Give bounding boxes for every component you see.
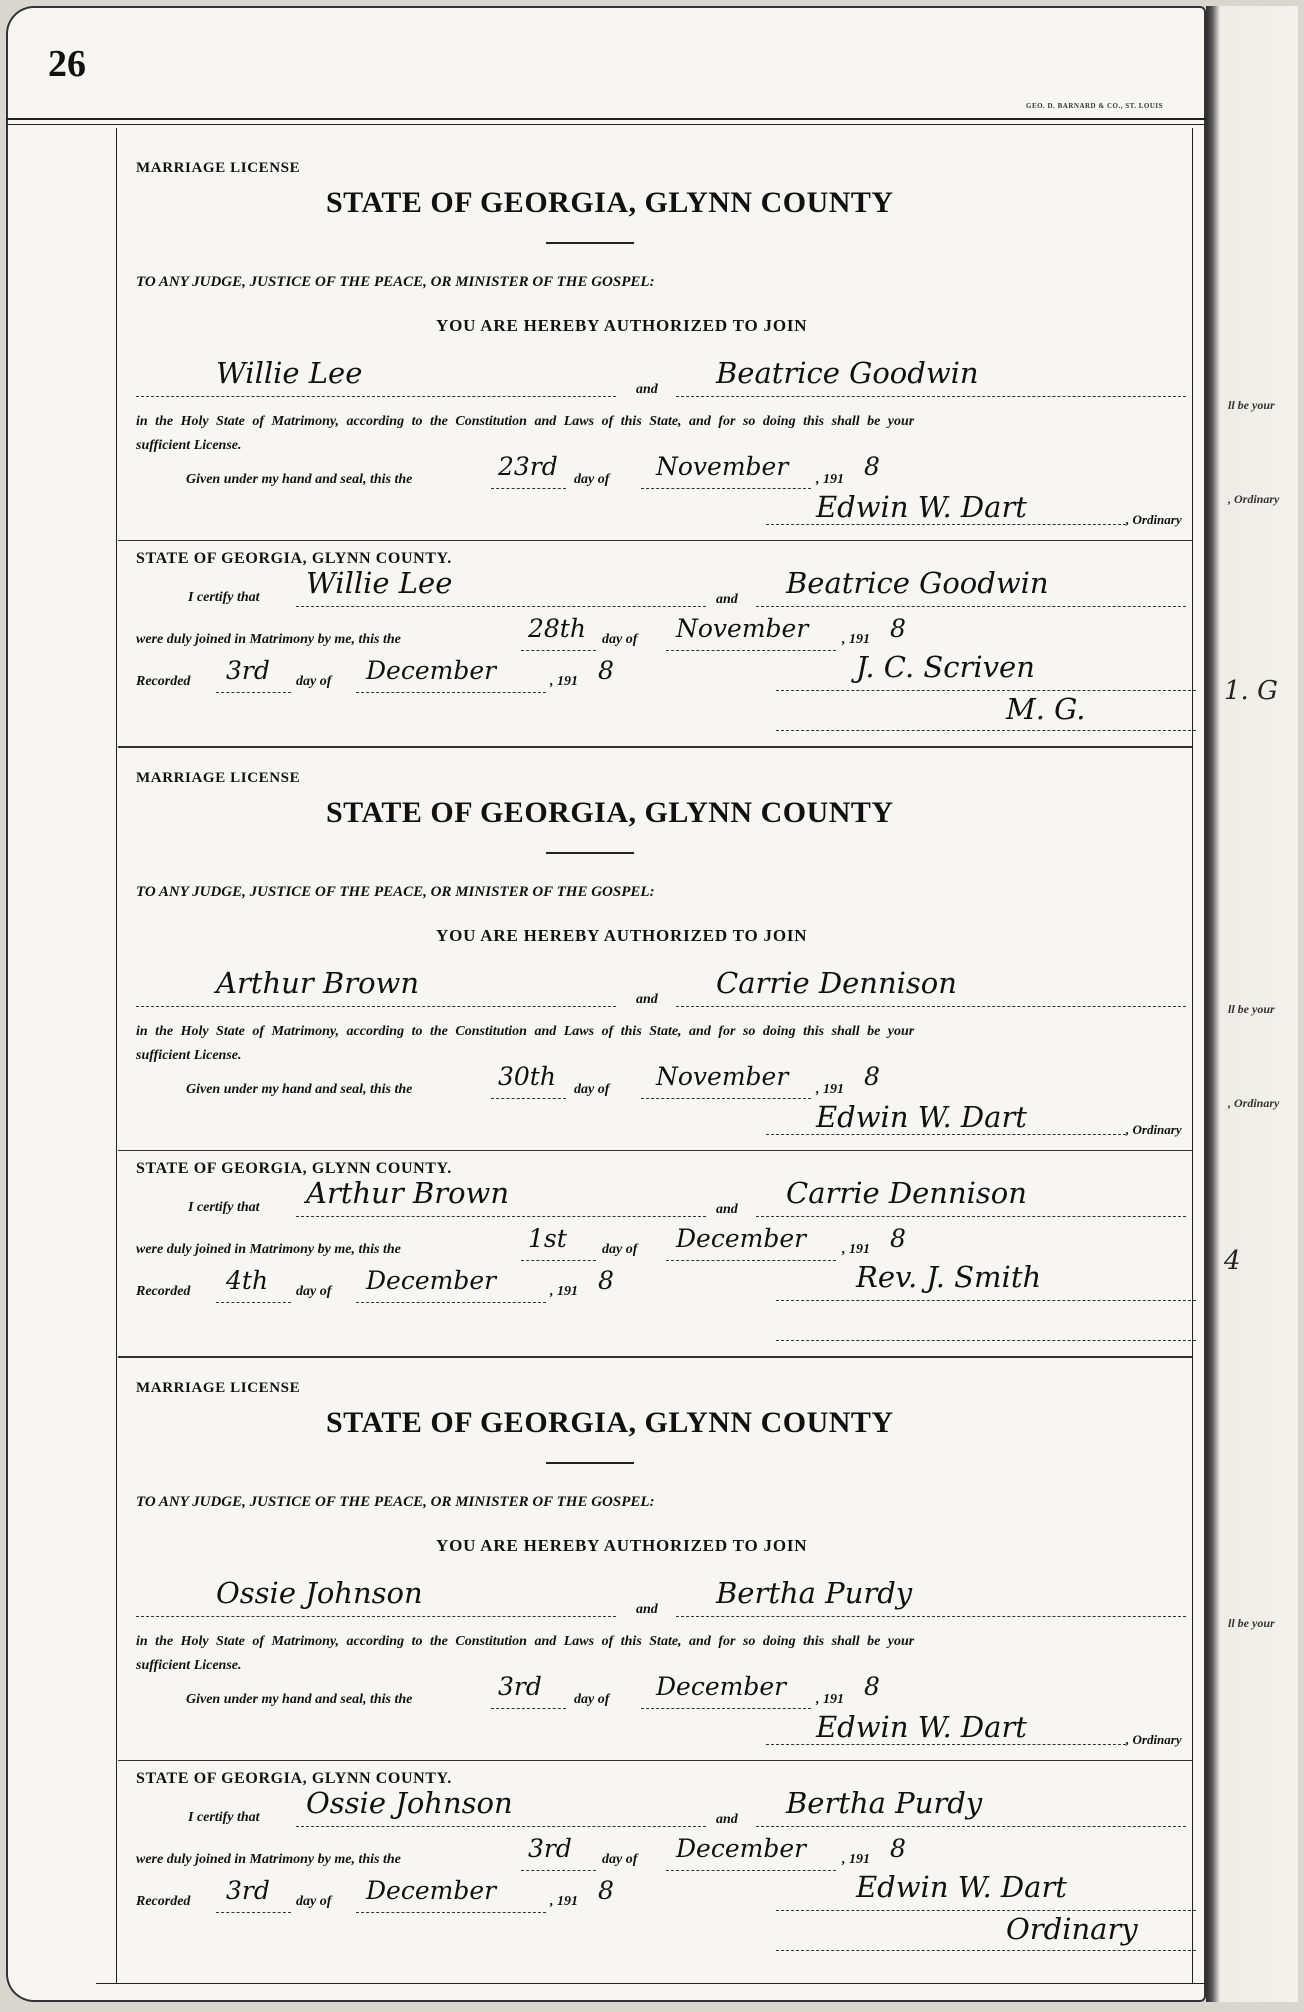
day-of-label: day of: [574, 472, 610, 487]
married-month-line: [666, 1870, 836, 1871]
marriage-license-heading: MARRIAGE LICENSE: [136, 770, 301, 786]
recorded-month: December: [366, 1876, 497, 1905]
ordinary-signature: Edwin W. Dart: [816, 1710, 1027, 1744]
form-title: STATE OF GEORGIA, GLYNN COUNTY: [326, 796, 894, 829]
entry-separator: [118, 1356, 1192, 1358]
bride-name: Carrie Dennison: [716, 966, 957, 1000]
license-day-line: [491, 488, 566, 489]
recorded-day: 4th: [226, 1266, 269, 1295]
officiant-title-line: [776, 1340, 1196, 1341]
officiant-line: [776, 1300, 1196, 1301]
publisher-imprint: GEO. D. BARNARD & CO., ST. LOUIS: [1026, 102, 1164, 110]
holy-state-line: in the Holy State of Matrimony, according to the Constitution and Laws of this State, and for so doing this shall be your: [136, 414, 915, 429]
right-margin-line: [1192, 128, 1193, 1984]
married-day-line: [521, 1870, 596, 1871]
year-prefix: , 191: [816, 1692, 844, 1707]
day-of-label: day of: [602, 1852, 638, 1867]
ordinary-line: [766, 524, 1126, 525]
form-title: STATE OF GEORGIA, GLYNN COUNTY: [326, 186, 894, 219]
license-year: 8: [864, 452, 880, 481]
duly-joined-label: were duly joined in Matrimony by me, this the: [136, 632, 401, 647]
cert-bride: Carrie Dennison: [786, 1176, 1027, 1210]
license-month: November: [656, 452, 789, 481]
cert-bride-line: [756, 1216, 1186, 1217]
year-prefix: , 191: [816, 472, 844, 487]
day-of-label: day of: [602, 1242, 638, 1257]
certify-label: I certify that: [188, 1200, 260, 1215]
day-of-label: day of: [296, 1894, 332, 1909]
license-month-line: [641, 1708, 811, 1709]
to-any-line: TO ANY JUDGE, JUSTICE OF THE PEACE, OR MINISTER OF THE GOSPEL:: [136, 1494, 655, 1510]
entry-separator: [118, 746, 1192, 748]
year-prefix: , 191: [842, 1852, 870, 1867]
officiant-line: [776, 690, 1196, 691]
officiant-title-line: [776, 730, 1196, 731]
cert-groom-line: [296, 1216, 706, 1217]
day-of-label: day of: [574, 1082, 610, 1097]
groom-underline: [136, 396, 616, 397]
given-label: Given under my hand and seal, this the: [186, 1082, 413, 1097]
groom-underline: [136, 1006, 616, 1007]
title-rule: [546, 242, 634, 244]
given-label: Given under my hand and seal, this the: [186, 472, 413, 487]
section-separator: [118, 540, 1192, 541]
recorded-month-line: [356, 1912, 546, 1913]
recorded-label: Recorded: [136, 674, 191, 689]
bride-underline: [676, 1006, 1186, 1007]
holy-state-line: in the Holy State of Matrimony, according to the Constitution and Laws of this State, and for so doing this shall be your: [136, 1634, 915, 1649]
married-year: 8: [890, 614, 906, 643]
duly-joined-label: were duly joined in Matrimony by me, this the: [136, 1242, 401, 1257]
edge-handwriting: 4: [1224, 1246, 1241, 1276]
title-rule: [546, 852, 634, 854]
recorded-label: Recorded: [136, 1894, 191, 1909]
license-day-line: [491, 1098, 566, 1099]
section-separator: [118, 1760, 1192, 1761]
married-year: 8: [890, 1834, 906, 1863]
bottom-rule: [96, 1983, 1206, 1984]
sufficient-line: sufficient License.: [136, 1658, 242, 1673]
license-day-line: [491, 1708, 566, 1709]
recorded-month-line: [356, 1302, 546, 1303]
authorized-line: YOU ARE HEREBY AUTHORIZED TO JOIN: [436, 316, 808, 335]
married-day-line: [521, 650, 596, 651]
officiant-signature: Edwin W. Dart: [856, 1870, 1067, 1904]
certificate-heading: STATE OF GEORGIA, GLYNN COUNTY.: [136, 550, 452, 567]
married-month: November: [676, 614, 809, 643]
day-of-label: day of: [296, 1284, 332, 1299]
holy-state-line: in the Holy State of Matrimony, according to the Constitution and Laws of this State, and for so doing this shall be your: [136, 1024, 915, 1039]
license-day: 3rd: [498, 1672, 542, 1701]
year-prefix: , 191: [842, 632, 870, 647]
recorded-day: 3rd: [226, 656, 270, 685]
certify-label: I certify that: [188, 590, 260, 605]
year-prefix: , 191: [842, 1242, 870, 1257]
recorded-month: December: [366, 1266, 497, 1295]
recorded-year: 8: [598, 1266, 614, 1295]
officiant-signature: Rev. J. Smith: [856, 1260, 1042, 1294]
section-separator: [118, 1150, 1192, 1151]
recorded-day: 3rd: [226, 1876, 270, 1905]
recorded-label: Recorded: [136, 1284, 191, 1299]
recorded-day-line: [216, 1912, 291, 1913]
and-label: and: [636, 1602, 658, 1617]
ledger-page: [6, 6, 1206, 2002]
groom-name: Willie Lee: [216, 356, 363, 390]
license-month-line: [641, 488, 811, 489]
certify-label: I certify that: [188, 1810, 260, 1825]
bride-name: Beatrice Goodwin: [716, 356, 979, 390]
year-prefix: , 191: [550, 674, 578, 689]
page-number: 26: [48, 43, 86, 85]
duly-joined-label: were duly joined in Matrimony by me, this the: [136, 1852, 401, 1867]
recorded-month: December: [366, 656, 497, 685]
cert-groom-line: [296, 1826, 706, 1827]
year-prefix: , 191: [550, 1284, 578, 1299]
edge-text: ll be your: [1228, 1002, 1275, 1016]
sufficient-line: sufficient License.: [136, 438, 242, 453]
officiant-line: [776, 1910, 1196, 1911]
year-prefix: , 191: [816, 1082, 844, 1097]
married-month-line: [666, 1260, 836, 1261]
ordinary-label: , Ordinary: [1126, 512, 1182, 527]
edge-text: , Ordinary: [1228, 492, 1280, 506]
married-day-line: [521, 1260, 596, 1261]
title-rule: [546, 1462, 634, 1464]
edge-handwriting: 1. G: [1224, 676, 1278, 706]
license-month-line: [641, 1098, 811, 1099]
bride-name: Bertha Purdy: [716, 1576, 913, 1610]
given-label: Given under my hand and seal, this the: [186, 1692, 413, 1707]
form-title: STATE OF GEORGIA, GLYNN COUNTY: [326, 1406, 894, 1439]
cert-bride: Beatrice Goodwin: [786, 566, 1049, 600]
left-margin-line: [116, 128, 117, 1984]
cert-groom: Arthur Brown: [306, 1176, 510, 1210]
marriage-license-heading: MARRIAGE LICENSE: [136, 160, 301, 176]
license-month: November: [656, 1062, 789, 1091]
recorded-year: 8: [598, 1876, 614, 1905]
married-year: 8: [890, 1224, 906, 1253]
and-label: and: [716, 1812, 738, 1827]
ordinary-signature: Edwin W. Dart: [816, 1100, 1027, 1134]
license-day: 23rd: [498, 452, 558, 481]
license-year: 8: [864, 1672, 880, 1701]
to-any-line: TO ANY JUDGE, JUSTICE OF THE PEACE, OR MINISTER OF THE GOSPEL:: [136, 274, 655, 290]
married-month-line: [666, 650, 836, 651]
married-day: 1st: [528, 1224, 567, 1253]
bride-underline: [676, 396, 1186, 397]
marriage-license-heading: MARRIAGE LICENSE: [136, 1380, 301, 1396]
authorized-line: YOU ARE HEREBY AUTHORIZED TO JOIN: [436, 1536, 808, 1555]
recorded-month-line: [356, 692, 546, 693]
officiant-signature: J. C. Scriven: [856, 650, 1035, 684]
groom-underline: [136, 1616, 616, 1617]
officiant-title: Ordinary: [1006, 1912, 1138, 1946]
cert-groom: Willie Lee: [306, 566, 453, 600]
officiant-title-line: [776, 1950, 1196, 1951]
certificate-heading: STATE OF GEORGIA, GLYNN COUNTY.: [136, 1160, 452, 1177]
day-of-label: day of: [602, 632, 638, 647]
and-label: and: [716, 592, 738, 607]
recorded-day-line: [216, 1302, 291, 1303]
top-rule-thin: [6, 124, 1206, 125]
and-label: and: [636, 992, 658, 1007]
license-month: December: [656, 1672, 787, 1701]
officiant-title: M. G.: [1006, 692, 1086, 726]
ordinary-line: [766, 1134, 1126, 1135]
and-label: and: [636, 382, 658, 397]
sufficient-line: sufficient License.: [136, 1048, 242, 1063]
bride-underline: [676, 1616, 1186, 1617]
to-any-line: TO ANY JUDGE, JUSTICE OF THE PEACE, OR MINISTER OF THE GOSPEL:: [136, 884, 655, 900]
cert-bride: Bertha Purdy: [786, 1786, 983, 1820]
edge-text: ll be your: [1228, 1616, 1275, 1630]
cert-groom-line: [296, 606, 706, 607]
top-rule: [6, 118, 1206, 120]
edge-text: ll be your: [1228, 398, 1275, 412]
groom-name: Arthur Brown: [216, 966, 420, 1000]
ordinary-label: , Ordinary: [1126, 1732, 1182, 1747]
ordinary-label: , Ordinary: [1126, 1122, 1182, 1137]
next-page-edge: [1206, 6, 1298, 2002]
married-month: December: [676, 1224, 807, 1253]
ordinary-signature: Edwin W. Dart: [816, 490, 1027, 524]
license-day: 30th: [498, 1062, 556, 1091]
edge-text: , Ordinary: [1228, 1096, 1280, 1110]
certificate-heading: STATE OF GEORGIA, GLYNN COUNTY.: [136, 1770, 452, 1787]
ordinary-line: [766, 1744, 1126, 1745]
cert-bride-line: [756, 606, 1186, 607]
married-day: 28th: [528, 614, 586, 643]
day-of-label: day of: [574, 1692, 610, 1707]
license-year: 8: [864, 1062, 880, 1091]
day-of-label: day of: [296, 674, 332, 689]
year-prefix: , 191: [550, 1894, 578, 1909]
married-month: December: [676, 1834, 807, 1863]
married-day: 3rd: [528, 1834, 572, 1863]
recorded-day-line: [216, 692, 291, 693]
and-label: and: [716, 1202, 738, 1217]
groom-name: Ossie Johnson: [216, 1576, 423, 1610]
recorded-year: 8: [598, 656, 614, 685]
authorized-line: YOU ARE HEREBY AUTHORIZED TO JOIN: [436, 926, 808, 945]
cert-groom: Ossie Johnson: [306, 1786, 513, 1820]
cert-bride-line: [756, 1826, 1186, 1827]
